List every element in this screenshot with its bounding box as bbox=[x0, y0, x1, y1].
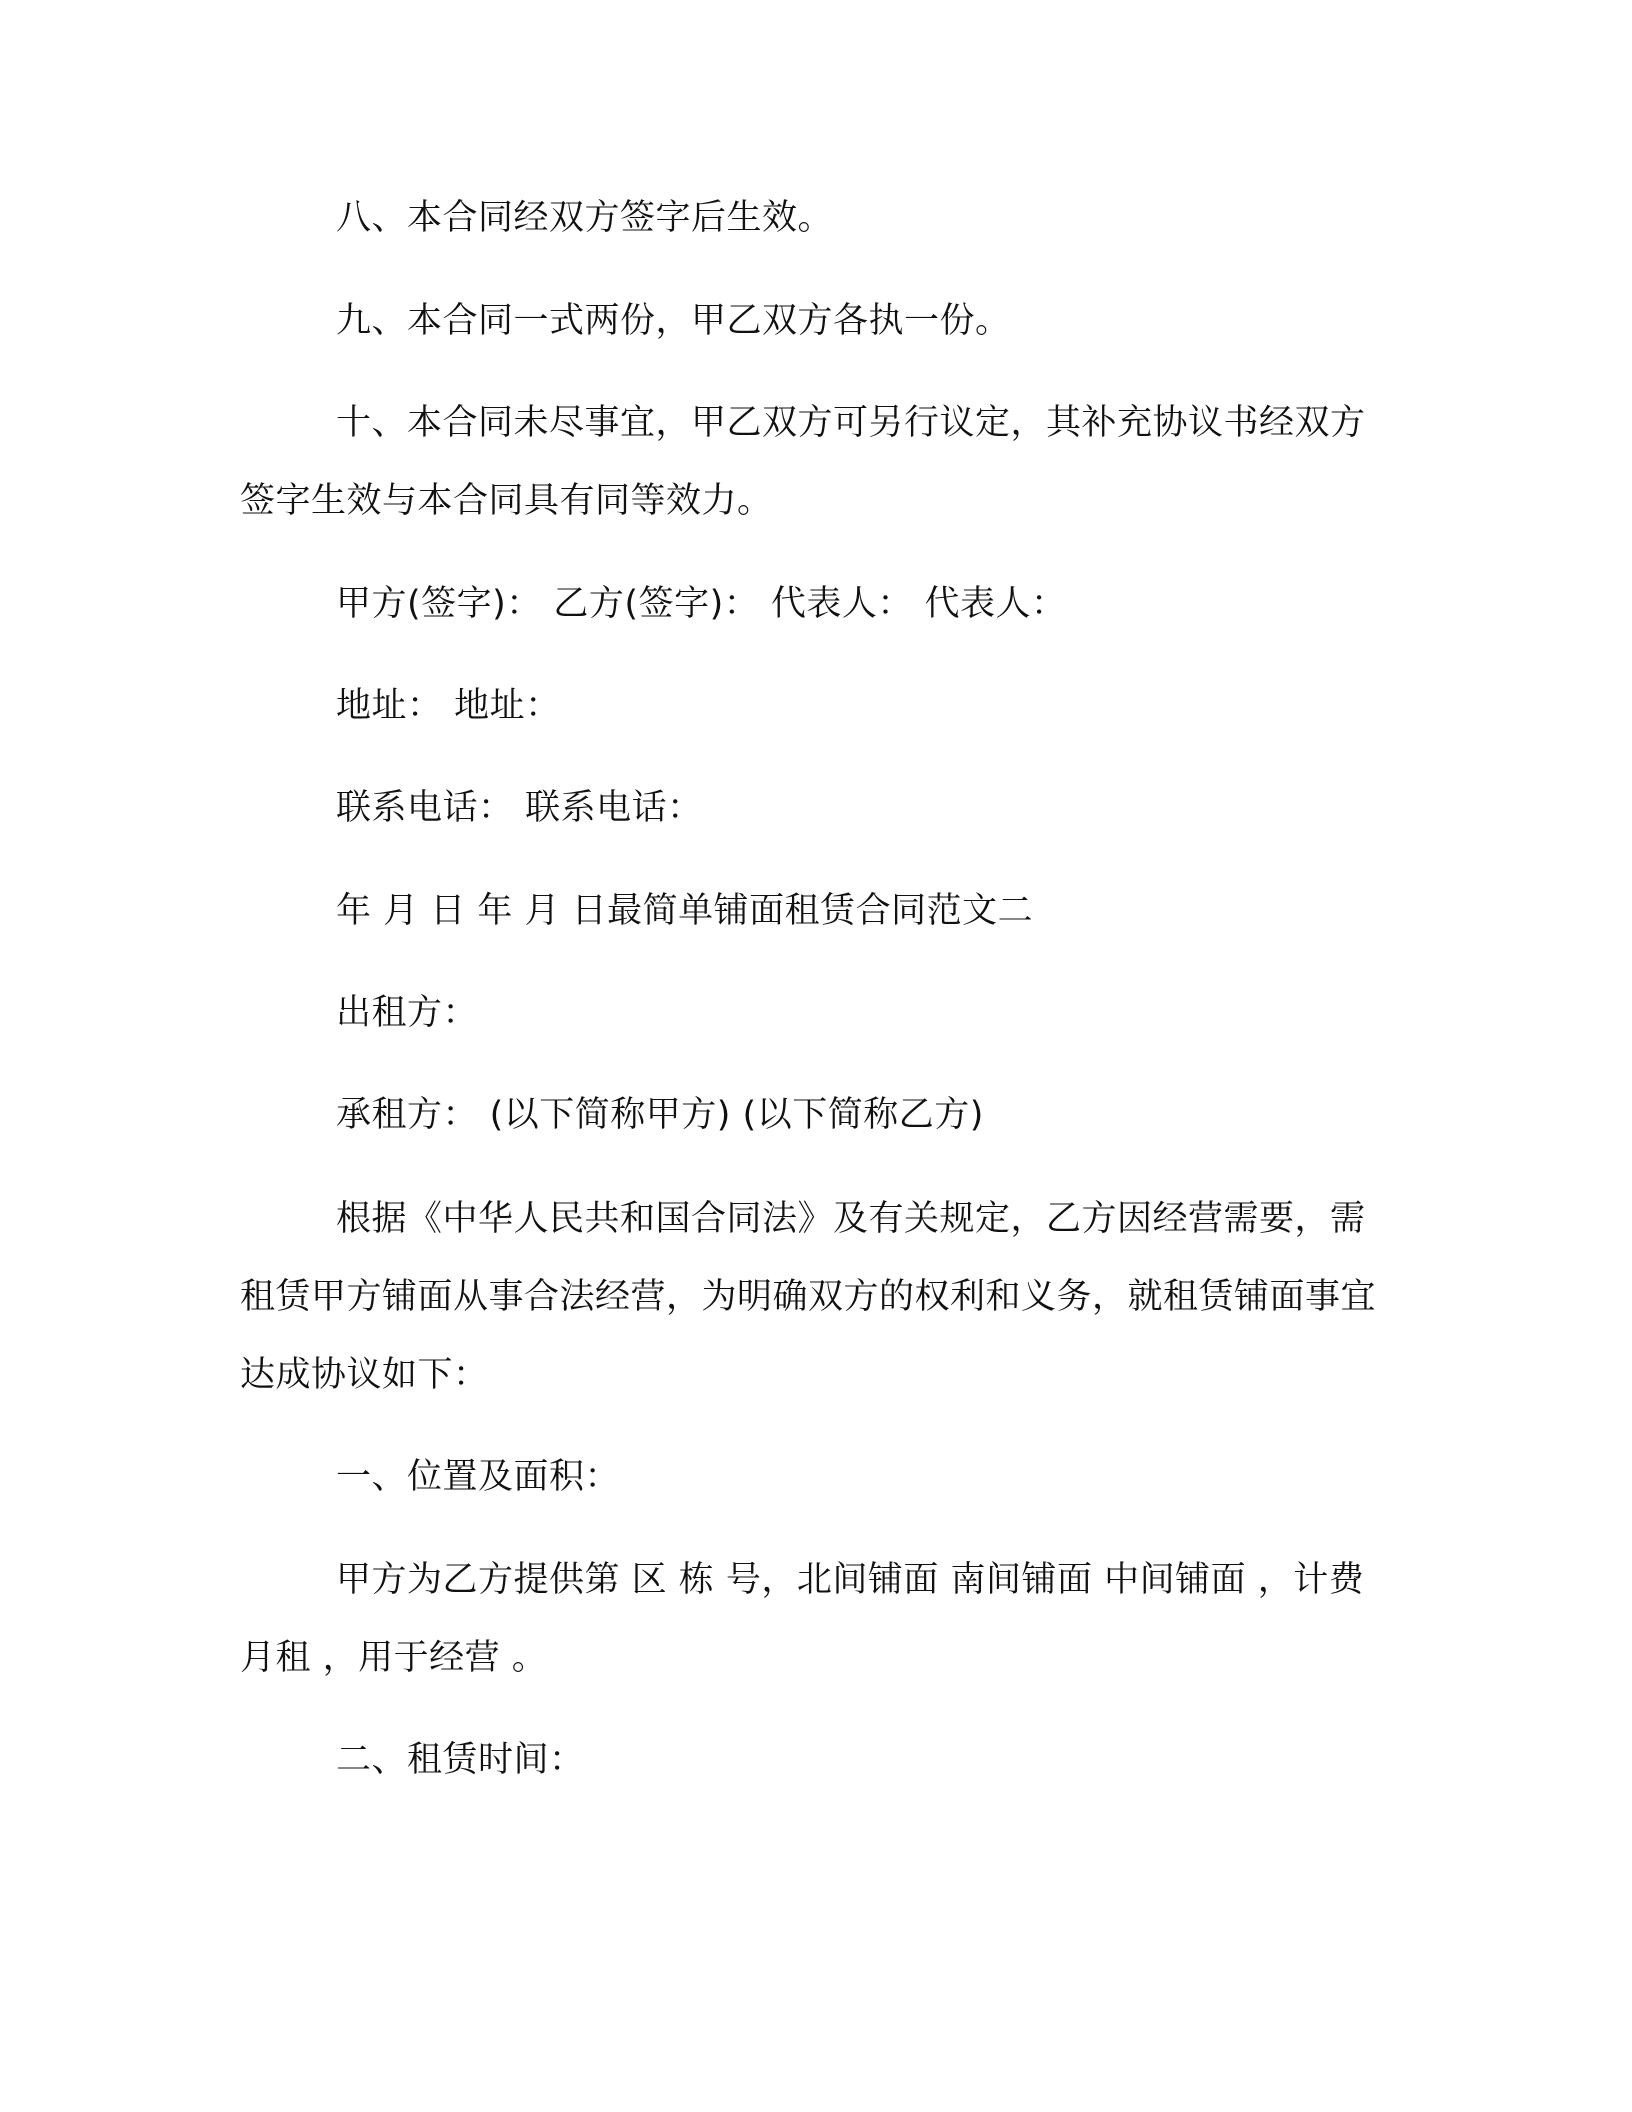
section-2-heading: 二、租赁时间： bbox=[336, 1740, 585, 1780]
address-line: 地址： 地址： bbox=[336, 686, 561, 726]
section-1-heading: 一、位置及面积： bbox=[336, 1457, 621, 1497]
lessor-line: 出租方： bbox=[336, 993, 479, 1033]
preamble-paragraph: 根据《中华人民共和国合同法》及有关规定，乙方因经营需要，需租赁甲方铺面从事合法经营，为明确双方的权利和义务，就租赁铺面事宜达成协议如下： bbox=[240, 1199, 1377, 1395]
clause-8: 八、本合同经双方签字后生效。 bbox=[336, 198, 834, 238]
clause-9: 九、本合同一式两份，甲乙双方各执一份。 bbox=[336, 301, 1011, 341]
lessee-line: 承租方： (以下简称甲方) (以下简称乙方) bbox=[336, 1095, 984, 1135]
clause-10: 十、本合同未尽事宜，甲乙双方可另行议定，其补充协议书经双方签字生效与本合同具有同等效力。 bbox=[240, 403, 1366, 521]
signature-line: 甲方(签字)： 乙方(签字)： 代表人： 代表人： bbox=[336, 584, 1067, 624]
phone-line: 联系电话： 联系电话： bbox=[336, 788, 703, 828]
date-and-title-line: 年 月 日 年 月 日最简单铺面租赁合同范文二 bbox=[336, 891, 1034, 931]
location-paragraph: 甲方为乙方提供第 区 栋 号，北间铺面 南间铺面 中间铺面 ，计费月租 ，用于经营 。 bbox=[240, 1560, 1365, 1678]
